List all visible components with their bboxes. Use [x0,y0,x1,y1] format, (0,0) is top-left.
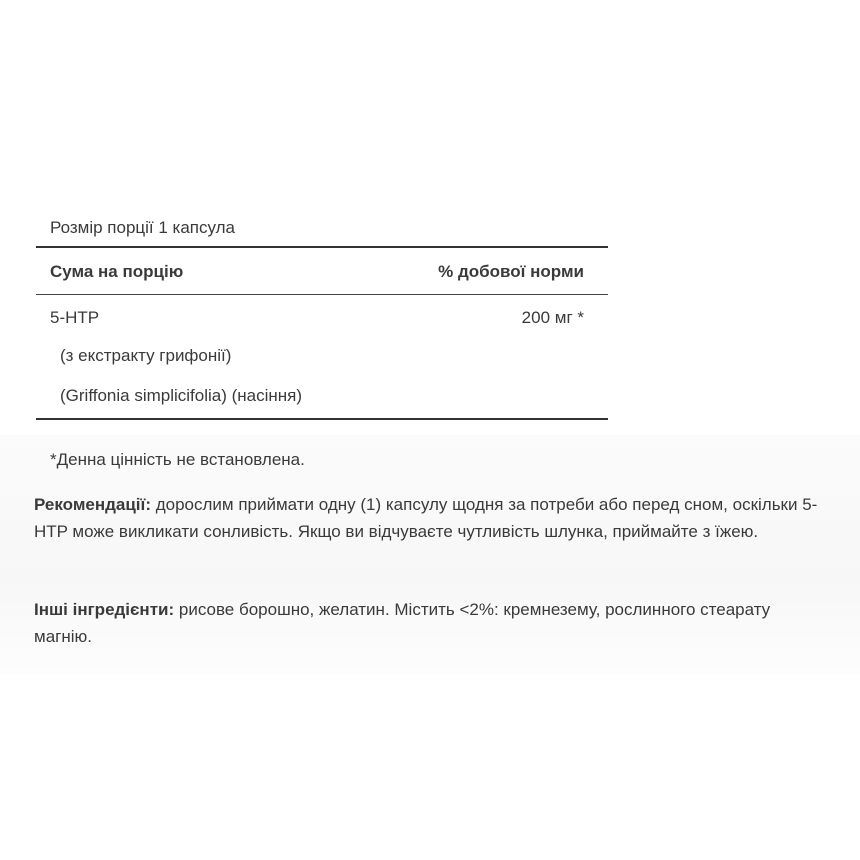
ingredient-row [36,295,608,335]
header-daily-value: % добової норми [438,262,584,281]
ingredient-source-latin: (Griffonia simplicifolia) (насіння) [36,376,608,420]
recommendations-text: дорослим приймати одну (1) капсулу щодня за потреби або перед сном, оскільки 5-HTP може викликати сонливість. Якщо ви відчуваєте чутливість шлунка, приймайте з їжею. [34,495,818,541]
recommendations-paragraph [34,491,824,545]
table-header [36,248,608,295]
other-ingredients-paragraph [34,596,824,650]
supplement-facts-table [36,208,608,420]
ingredient-name: 5-HTP [50,308,100,327]
recommendations-label: Рекомендації: [34,495,151,514]
serving-size: Розмір порції 1 капсула [36,208,608,248]
ingredient-source-line: (з екстракту грифонії) [60,346,232,365]
ingredient-amount: 200 мг * [521,308,584,327]
daily-value-footnote: *Денна цінність не встановлена. [50,450,305,469]
other-ingredients-text: рисове борошно, желатин. Містить <2%: кремнезему, рослинного стеарату магнію. [34,600,771,646]
header-amount-per-serving: Сума на порцію [50,262,184,281]
other-ingredients-label: Інші інгредієнти: [34,600,175,619]
